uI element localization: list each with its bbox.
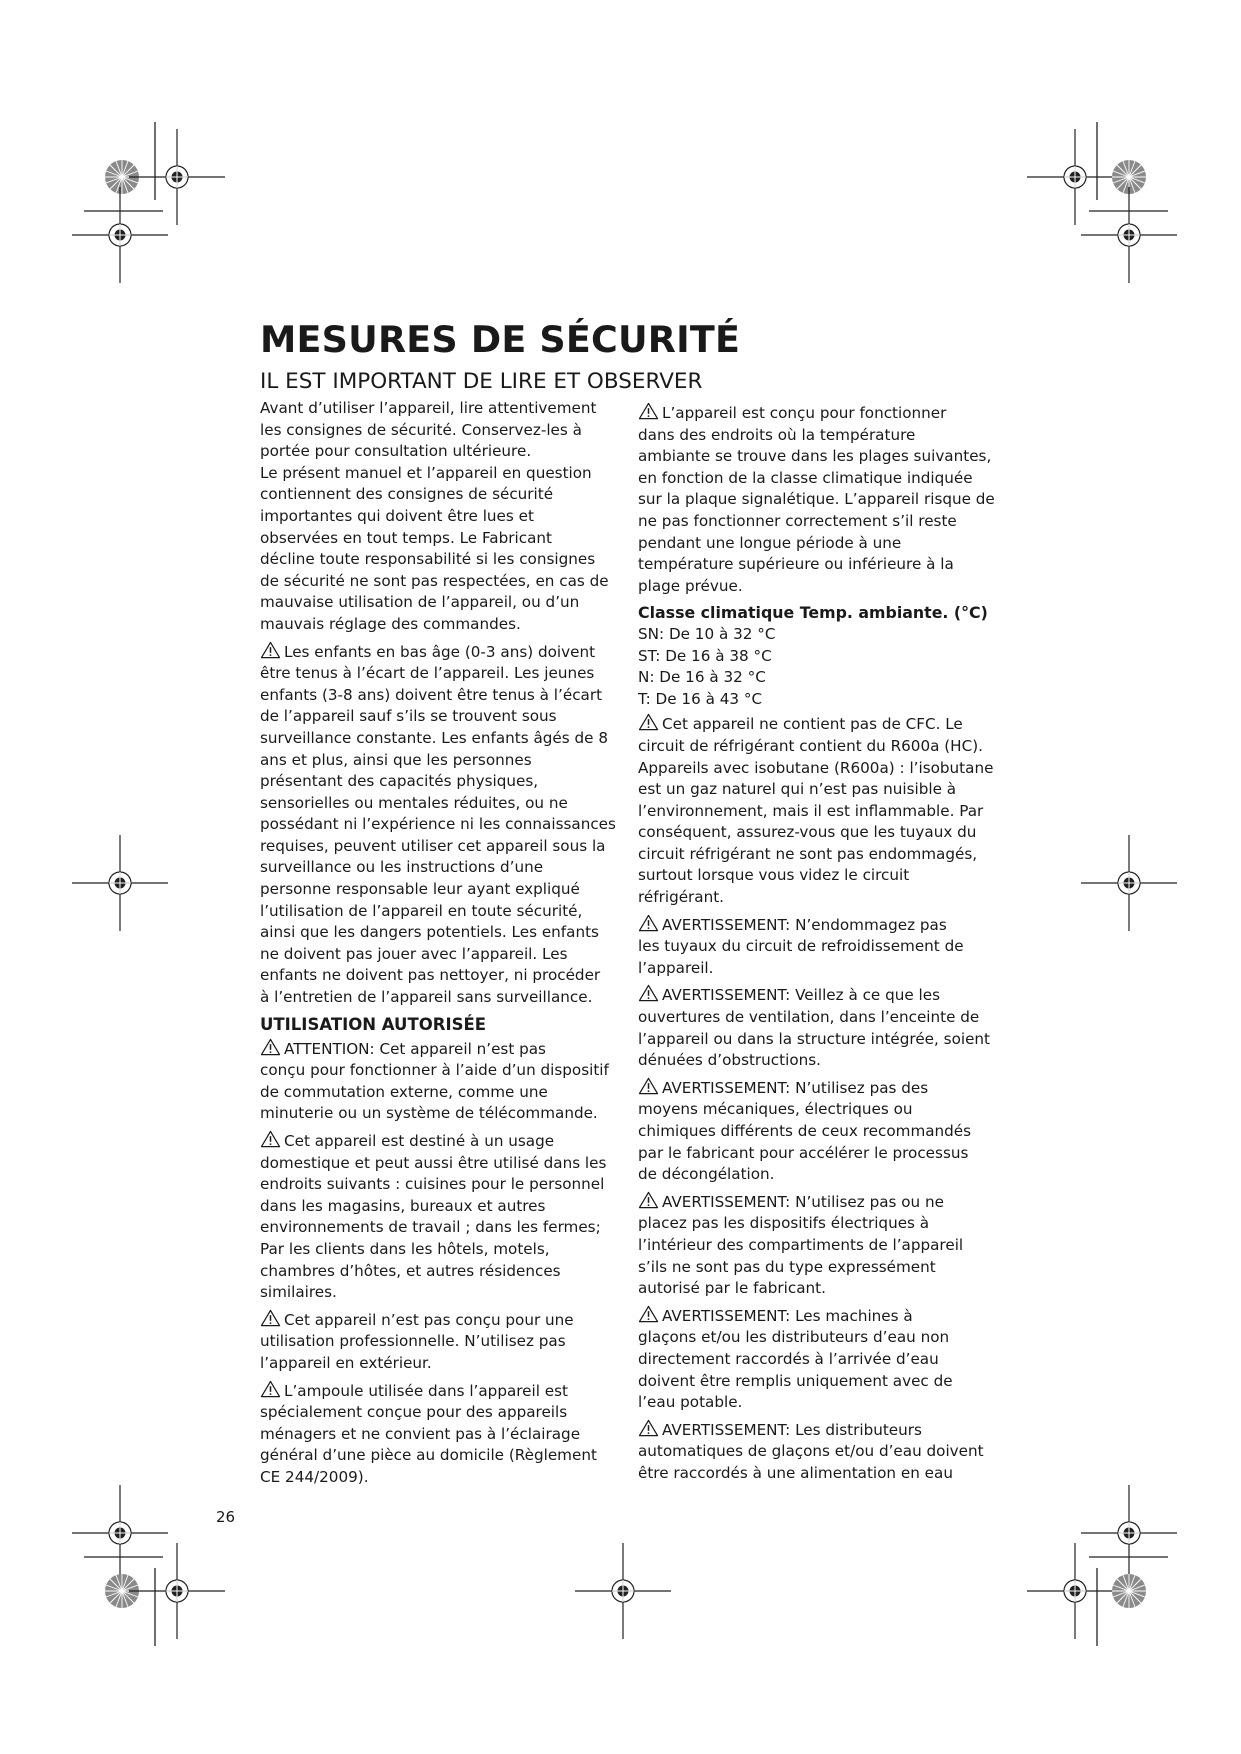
- bulb-paragraph: [260, 1380, 612, 1489]
- text-line: minuterie ou un système de télécommande.: [260, 1104, 598, 1123]
- text-line: en fonction de la classe climatique indiquée: [638, 468, 973, 487]
- text-line: dans les magasins, bureaux et autres: [260, 1196, 546, 1215]
- star-target-bottom-right: [1112, 1574, 1146, 1608]
- text-line: température supérieure ou inférieure à la: [638, 555, 954, 574]
- text-line: être tenus à l’écart de l’appareil. Les jeunes: [260, 664, 595, 683]
- children-safety-paragraph: [260, 641, 616, 1009]
- text-line: l’appareil en extérieur.: [260, 1353, 432, 1372]
- text-line: endroits suivants : cuisines pour le personnel: [260, 1175, 605, 1194]
- text-line: plage prévue.: [638, 576, 743, 595]
- text-line: L’ampoule utilisée dans l’appareil est: [284, 1381, 568, 1400]
- text-line: de sécurité ne sont pas respectées, en cas de: [260, 571, 609, 590]
- text-line: mauvaise utilisation de l’appareil, ou d’un: [260, 593, 580, 612]
- text-line: contiennent des consignes de sécurité: [260, 485, 554, 504]
- domestic-use-paragraph: [260, 1130, 612, 1304]
- text-line: les tuyaux du circuit de refroidissement de: [638, 937, 964, 956]
- text-line: Appareils avec isobutane (R600a) : l’isobutane: [638, 758, 994, 777]
- text-line: mauvais réglage des commandes.: [260, 614, 521, 633]
- text-line: CE 244/2009).: [260, 1467, 369, 1486]
- text-line: être raccordés à une alimentation en eau: [638, 1463, 953, 1482]
- text-line: directement raccordés à l’arrivée d’eau: [638, 1349, 939, 1368]
- text-line: décline toute responsabilité si les consignes: [260, 550, 596, 569]
- text-line: placez pas les dispositifs électriques à: [638, 1214, 930, 1233]
- text-line: circuit de réfrigérant contient du R600a (HC).: [638, 736, 983, 755]
- registration-target-bottom-left-1: [72, 1485, 168, 1581]
- professional-use-paragraph: [260, 1309, 612, 1375]
- warning-icon: [638, 1305, 659, 1323]
- text-line: AVERTISSEMENT: N’utilisez pas ou ne: [662, 1192, 944, 1211]
- text-line: AVERTISSEMENT: N’utilisez pas des: [662, 1078, 929, 1097]
- warning-icon: [638, 984, 659, 1002]
- text-line: l’eau potable.: [638, 1393, 743, 1412]
- warning-defrost-paragraph: [638, 1077, 998, 1186]
- text-line: par le fabricant pour accélérer le processus: [638, 1143, 969, 1162]
- text-line: sur la plaque signalétique. L’appareil risque de: [638, 490, 995, 509]
- registration-target-top-right-2: [1081, 187, 1177, 283]
- text-line: ans et plus, ainsi que les personnes: [260, 750, 532, 769]
- warning-dispensers-paragraph: [638, 1419, 998, 1485]
- warning-icon: [260, 1130, 281, 1148]
- text-line: AVERTISSEMENT: Les distributeurs: [662, 1420, 922, 1439]
- warning-icon: [638, 402, 659, 420]
- text-line: requises, peuvent utiliser cet appareil sous la: [260, 836, 606, 855]
- text-line: doivent être remplis uniquement avec de: [638, 1371, 953, 1390]
- warning-icon: [260, 1038, 281, 1056]
- usage-heading: UTILISATION AUTORISÉE: [260, 1014, 487, 1034]
- warning-icon: [638, 1191, 659, 1209]
- left-column: [260, 398, 616, 1494]
- text-line: sensorielles ou mentales réduites, ou ne: [260, 793, 568, 812]
- warning-ice-machines-paragraph: [638, 1305, 998, 1414]
- text-line: L’appareil est conçu pour fonctionner: [662, 404, 947, 422]
- climate-class-row: SN: De 10 à 32 °C: [638, 624, 776, 643]
- registration-target-bottom-right-1: [1081, 1485, 1177, 1581]
- right-column: [638, 402, 998, 1485]
- warning-electric-paragraph: [638, 1191, 998, 1300]
- text-line: conçu pour fonctionner à l’aide d’un dispositif: [260, 1061, 609, 1080]
- cfc-paragraph: [638, 713, 998, 908]
- text-line: chimiques différents de ceux recommandés: [638, 1122, 972, 1140]
- text-line: l’environnement, mais il est inflammable. Par: [638, 801, 984, 820]
- registration-target-top-left-2: [72, 187, 168, 283]
- text-line: ouvertures de ventilation, dans l’enceinte de: [638, 1008, 980, 1027]
- text-line: Avant d’utiliser l’appareil, lire attentivement: [260, 399, 597, 417]
- text-line: ainsi que les dangers potentiels. Les enfants: [260, 923, 599, 942]
- temperature-paragraph: [638, 402, 998, 597]
- text-line: conséquent, assurez-vous que les tuyaux du: [638, 823, 977, 842]
- text-line: AVERTISSEMENT: Veillez à ce que les: [662, 986, 941, 1005]
- text-line: possédant ni l’expérience ni les connaissances: [260, 815, 616, 834]
- warning-icon: [638, 713, 659, 731]
- climate-class-row: N: De 16 à 32 °C: [638, 668, 766, 687]
- text-line: dans des endroits où la température: [638, 425, 916, 444]
- climate-class-heading: Classe climatique Temp. ambiante. (°C): [638, 603, 988, 623]
- page-number: 26: [216, 1508, 236, 1526]
- text-line: présentant des capacités physiques,: [260, 772, 539, 791]
- attention-paragraph: [260, 1038, 612, 1125]
- text-line: surveillance ou les instructions d’une: [260, 858, 544, 877]
- text-line: circuit réfrigérant ne sont pas endommagés,: [638, 844, 978, 863]
- text-line: l’appareil.: [638, 958, 714, 977]
- text-line: l’intérieur des compartiments de l’appareil: [638, 1235, 964, 1254]
- text-line: ambiante se trouve dans les plages suivantes,: [638, 447, 992, 466]
- text-line: portée pour consultation ultérieure.: [260, 442, 532, 461]
- climate-class-row: T: De 16 à 43 °C: [638, 689, 763, 708]
- text-line: enfants (3-8 ans) doivent être tenus à l’écart: [260, 685, 603, 704]
- text-line: de commutation externe, comme une: [260, 1082, 548, 1101]
- text-line: s’ils ne sont pas du type expressément: [638, 1257, 936, 1276]
- text-line: surtout lorsque vous videz le circuit: [638, 866, 910, 885]
- text-line: Par les clients dans les hôtels, motels,: [260, 1239, 550, 1258]
- text-line: l’appareil ou dans la structure intégrée, soient: [638, 1029, 991, 1048]
- climate-class-row: ST: De 16 à 38 °C: [638, 646, 772, 665]
- text-line: environnements de travail ; dans les fermes;: [260, 1218, 601, 1237]
- registration-target-middle-right: [1081, 835, 1177, 931]
- text-line: ménagers et ne convient pas à l’éclairage: [260, 1424, 581, 1443]
- text-line: Le présent manuel et l’appareil en question: [260, 463, 592, 482]
- warning-pipes-paragraph: [638, 914, 998, 980]
- text-line: général d’une pièce au domicile (Règlement: [260, 1446, 597, 1465]
- text-line: est un gaz naturel qui n’est pas nuisible à: [638, 780, 957, 799]
- text-line: AVERTISSEMENT: Les machines à: [662, 1306, 913, 1325]
- text-line: surveillance constante. Les enfants âgés de 8: [260, 728, 608, 747]
- text-line: les consignes de sécurité. Conservez-les à: [260, 420, 582, 439]
- warning-icon: [638, 914, 659, 932]
- text-line: ATTENTION: Cet appareil n’est pas: [284, 1039, 546, 1058]
- warning-ventilation-paragraph: [638, 984, 998, 1071]
- intro-paragraph: [260, 398, 612, 636]
- text-line: Les enfants en bas âge (0-3 ans) doivent: [284, 642, 596, 661]
- text-line: ne doivent pas jouer avec l’appareil. Les: [260, 944, 568, 963]
- text-line: domestique et peut aussi être utilisé dans les: [260, 1153, 607, 1172]
- text-line: observées en tout temps. Le Fabricant: [260, 528, 552, 547]
- text-line: Cet appareil est destiné à un usage: [284, 1132, 555, 1150]
- text-line: enfants ne doivent pas nettoyer, ni procéder: [260, 966, 601, 985]
- registration-target-middle-left: [72, 835, 168, 931]
- warning-icon: [260, 1309, 281, 1327]
- text-line: AVERTISSEMENT: N’endommagez pas: [662, 915, 947, 934]
- warning-icon: [260, 641, 281, 659]
- text-line: Cet appareil ne contient pas de CFC. Le: [662, 715, 963, 734]
- text-line: de l’appareil sauf s’ils se trouvent sous: [260, 707, 557, 726]
- text-line: similaires.: [260, 1283, 337, 1302]
- text-line: à l’entretien de l’appareil sans surveillance.: [260, 988, 593, 1007]
- registration-target-bottom-center: [575, 1543, 671, 1639]
- text-line: Cet appareil n’est pas conçu pour une: [284, 1310, 574, 1329]
- text-line: dénuées d’obstructions.: [638, 1051, 821, 1070]
- text-line: réfrigérant.: [638, 888, 725, 907]
- climate-class-table: [638, 602, 998, 710]
- text-line: autorisé par le fabricant.: [638, 1279, 826, 1298]
- text-line: moyens mécaniques, électriques ou: [638, 1100, 913, 1119]
- text-line: spécialement conçue pour des appareils: [260, 1403, 568, 1422]
- text-line: personne responsable leur ayant expliqué: [260, 880, 580, 899]
- page-subtitle: IL EST IMPORTANT DE LIRE ET OBSERVER: [260, 369, 703, 394]
- text-line: l’utilisation de l’appareil en toute sécurité,: [260, 901, 583, 920]
- warning-icon: [260, 1380, 281, 1398]
- warning-icon: [638, 1077, 659, 1095]
- text-line: automatiques de glaçons et/ou d’eau doivent: [638, 1442, 984, 1461]
- text-line: glaçons et/ou les distributeurs d’eau non: [638, 1328, 950, 1347]
- text-line: utilisation professionnelle. N’utilisez pas: [260, 1332, 566, 1351]
- text-line: de décongélation.: [638, 1165, 775, 1184]
- text-line: ne pas fonctionner correctement s’il reste: [638, 511, 957, 530]
- page-title: MESURES DE SÉCURITÉ: [260, 318, 741, 361]
- text-line: importantes qui doivent être lues et: [260, 506, 534, 525]
- text-line: pendant une longue période à une: [638, 533, 902, 552]
- text-line: chambres d’hôtes, et autres résidences: [260, 1261, 561, 1280]
- warning-icon: [638, 1419, 659, 1437]
